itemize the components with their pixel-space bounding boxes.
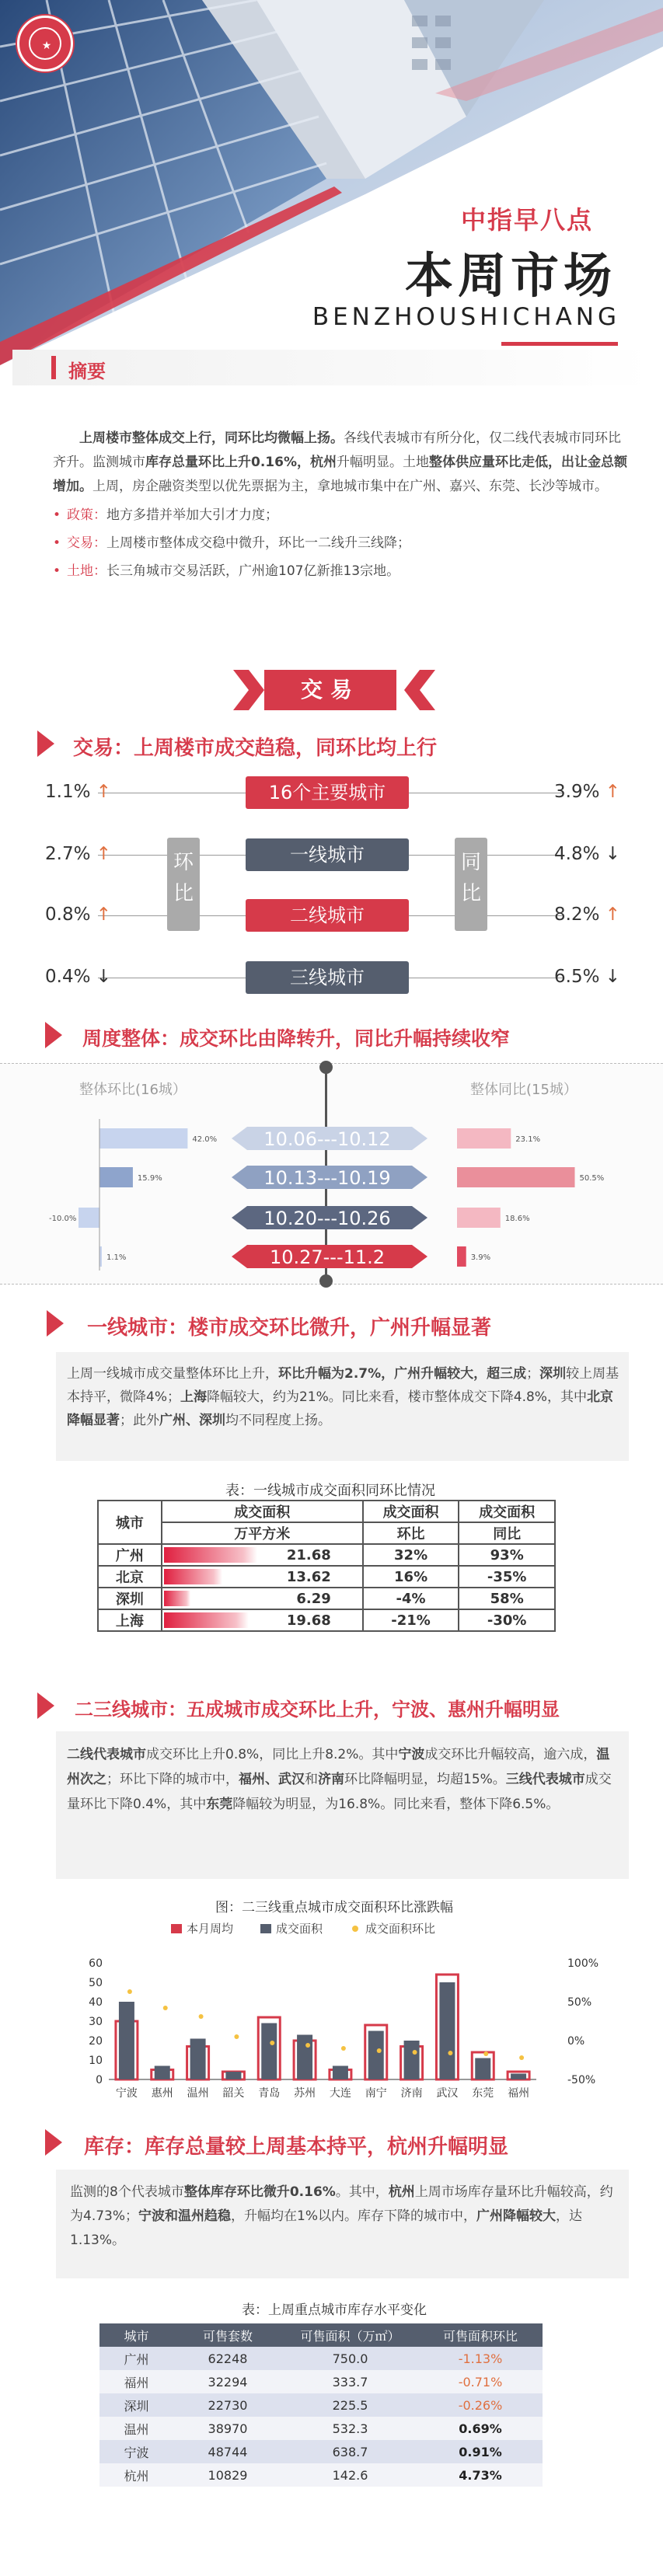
x-tick: 东莞 (472, 2087, 494, 2100)
legend-swatch (260, 1924, 271, 1933)
y-tick: 20 (89, 2035, 103, 2048)
cell-mom: -4% (363, 1588, 459, 1609)
cell-yoy: -30% (459, 1609, 555, 1631)
row-label-tier3: 三线城市 (246, 961, 409, 994)
cell-units: 10829 (208, 2467, 248, 2483)
mom-bar (79, 1208, 99, 1228)
main16-mom: 1.1% ↑ (45, 782, 112, 802)
dot-mom (448, 2051, 452, 2055)
table-row (99, 2463, 543, 2487)
dot-mom (377, 2048, 382, 2053)
legend-label: 成交面积环比 (365, 1922, 436, 1936)
bar-area (368, 2031, 384, 2080)
bar-area (225, 2072, 241, 2079)
dot-mom (519, 2055, 524, 2060)
mom-label: 42.0% (192, 1135, 218, 1144)
yoy-bar (457, 1246, 466, 1267)
cell-area: 225.5 (332, 2397, 368, 2413)
cell-area: 750.0 (332, 2351, 368, 2366)
tier1-heading: 一线城市：楼市成交环比微升，广州升幅显著 (87, 1316, 492, 1340)
table-row (98, 1609, 555, 1631)
summary-bullet-policy: • 政策：地方多措并举加大引才力度； (53, 507, 279, 523)
tier23-paragraph: 二线代表城市成交环比上升0.8%，同比上升8.2%。其中宁波成交环比升幅较高，逾六成，温州次之；环比下降的城市中，福州、武汉和济南环比降幅明显，均超15%。三线代表城市成交量环比下降0.4%，其中东莞降幅较为明显，为16.8%。同比来看，整体下降6.5%。 (67, 1747, 612, 1812)
inventory-table (99, 2323, 543, 2487)
section-arrow-icon (45, 1022, 62, 1048)
area-value: 21.68 (286, 1546, 331, 1563)
section-arrow-icon (37, 730, 54, 757)
table-row (99, 2440, 543, 2463)
bar-area (333, 2066, 348, 2080)
legend-swatch (352, 1926, 358, 1932)
table-row (98, 1544, 555, 1566)
inventory-table-caption: 表：上周重点城市库存水平变化 (242, 2302, 427, 2318)
inv-th-mom: 可售面积环比 (442, 2328, 518, 2344)
x-tick: 大连 (329, 2087, 351, 2100)
mom-bar (99, 1128, 187, 1149)
y-tick: 40 (89, 1996, 103, 2009)
mom-bar (99, 1167, 133, 1187)
th-area-unit: 万平方米 (162, 1522, 363, 1544)
y2-tick: 100% (567, 1957, 598, 1970)
inv-th-city: 城市 (124, 2328, 149, 2344)
th-city: 城市 (98, 1501, 162, 1544)
y2-tick: 50% (567, 1996, 592, 2009)
week-label: 10.27---11.2 (269, 1246, 386, 1268)
y-tick: 60 (89, 1957, 103, 1970)
bar-area (119, 2002, 134, 2079)
cell-city: 福州 (124, 2375, 149, 2390)
table-row (98, 1566, 555, 1588)
th-mom-head: 成交面积 (363, 1501, 459, 1522)
cell-units: 32294 (208, 2374, 248, 2390)
y2-tick: 0% (567, 2035, 585, 2048)
cell-area (162, 1544, 363, 1566)
cell-mom: 4.73% (459, 2467, 502, 2483)
tier23-chart-caption: 图：二三线重点城市成交面积环比涨跌幅 (215, 1900, 453, 1915)
weekly-chart (0, 1103, 663, 1278)
cell-city: 深圳 (98, 1588, 162, 1609)
tier23-heading: 二三线城市：五成城市成交环比上升，宁波、惠州升幅明显 (75, 1699, 560, 1720)
trade-tab: 交易 (264, 670, 396, 710)
dot-mom (413, 2050, 417, 2055)
cell-mom: -21% (363, 1609, 459, 1631)
area-bar (164, 1591, 191, 1606)
tier3-yoy: 6.5% ↓ (554, 967, 621, 987)
yoy-label: 18.6% (504, 1215, 530, 1223)
tier1-paragraph: 上周一线城市成交量整体环比上升，环比升幅为2.7%，广州升幅较大，超三成；深圳较上周基本持平，微降4%；上海降幅较大，约为21%。同比来看，楼市整体成交下降4.8%，其中北京降幅显著；此外广州、深圳均不同程度上扬。 (67, 1366, 619, 1428)
x-tick: 温州 (187, 2087, 209, 2100)
mom-label: 15.9% (137, 1174, 162, 1183)
summary-heading: 摘要 (12, 350, 651, 385)
dot-mom (270, 2041, 274, 2045)
x-tick: 济南 (400, 2087, 423, 2100)
cell-mom: 0.91% (459, 2444, 502, 2459)
tier1-table-caption: 表：一线城市成交面积同环比情况 (225, 1483, 435, 1499)
bar-area (511, 2074, 526, 2080)
table-row (98, 1588, 555, 1609)
cell-area: 532.3 (332, 2421, 368, 2436)
cell-area: 333.7 (332, 2374, 368, 2390)
table-row (99, 2370, 543, 2393)
x-tick: 青岛 (258, 2087, 281, 2100)
main16-yoy: 3.9% ↑ (554, 782, 621, 802)
y-tick: 0 (96, 2074, 103, 2086)
area-bar (164, 1612, 249, 1628)
cell-city: 广州 (98, 1544, 162, 1566)
tier1-table (97, 1500, 556, 1632)
x-tick: 惠州 (151, 2087, 173, 2100)
cell-area (162, 1588, 363, 1609)
x-tick: 福州 (508, 2087, 530, 2100)
cell-city: 北京 (98, 1566, 162, 1588)
trade-heading: 交易：上周楼市成交趋稳，同环比均上行 (73, 737, 438, 760)
cell-yoy: -35% (459, 1566, 555, 1588)
y-tick: 30 (89, 2016, 103, 2028)
tier2-yoy: 8.2% ↑ (554, 905, 621, 925)
dot-mom (305, 2043, 310, 2048)
th-yoy-head: 成交面积 (459, 1501, 555, 1522)
th-area: 成交面积 (162, 1501, 363, 1522)
bar-area (475, 2058, 490, 2080)
summary-bullet-trade: • 交易：上周楼市整体成交稳中微升，环比一二线升三线降； (53, 535, 411, 551)
yoy-label: 50.5% (579, 1174, 605, 1183)
cell-units: 22730 (208, 2397, 248, 2413)
legend-label: 本月周均 (187, 1922, 234, 1936)
cell-units: 62248 (208, 2351, 248, 2366)
inventory-heading: 库存：库存总量较上周基本持平，杭州升幅明显 (84, 2135, 509, 2159)
cell-yoy: 58% (459, 1588, 555, 1609)
cell-area (162, 1609, 363, 1631)
x-tick: 韶关 (222, 2087, 245, 2100)
section-arrow-icon (47, 1310, 64, 1337)
x-tick: 武汉 (436, 2087, 459, 2100)
section-arrow-icon (37, 1692, 54, 1719)
cell-units: 48744 (208, 2444, 248, 2459)
row-label-main16: 16个主要城市 (246, 776, 409, 809)
mom-label: -10.0% (49, 1215, 77, 1223)
area-bar (164, 1569, 222, 1584)
x-tick: 南宁 (365, 2087, 387, 2100)
section-arrow-icon (45, 2129, 62, 2156)
th-yoy: 同比 (459, 1522, 555, 1544)
cell-yoy: 93% (459, 1544, 555, 1566)
yoy-side-label: 同比 (455, 838, 487, 931)
legend-label: 成交面积 (276, 1922, 323, 1936)
cell-city: 宁波 (124, 2445, 149, 2460)
header-subtitle: 中指早八点 (460, 205, 593, 235)
hero-banner (0, 0, 663, 365)
legend-swatch (171, 1924, 182, 1933)
cell-mom: -1.13% (458, 2351, 503, 2366)
yoy-bar (457, 1167, 575, 1187)
inv-th-area: 可售面积（万㎡） (300, 2328, 400, 2344)
dot-mom (163, 2006, 168, 2010)
inventory-paragraph: 监测的8个代表城市整体库存环比微升0.16%。其中，杭州上周市场库存量环比升幅较高，约为4.73%；宁波和温州趋稳，升幅均在1%以内。库存下降的城市中，广州降幅较大，达1.13%。 (70, 2184, 613, 2248)
week-label: 10.20---10.26 (263, 1208, 391, 1229)
weekly-left-title: 整体环比(16城） (79, 1082, 187, 1098)
inv-th-units: 可售套数 (202, 2328, 253, 2344)
tier2-mom: 0.8% ↑ (45, 905, 112, 925)
tier3-mom: 0.4% ↓ (45, 967, 112, 987)
cell-mom: 16% (363, 1566, 459, 1588)
th-mom: 环比 (363, 1522, 459, 1544)
row-label-tier1: 一线城市 (246, 838, 409, 871)
dot-mom (127, 1989, 132, 1994)
tier1-yoy: 4.8% ↓ (554, 844, 621, 864)
table-row (99, 2417, 543, 2440)
yoy-label: 3.9% (470, 1253, 491, 1262)
cell-mom: 0.69% (459, 2421, 502, 2436)
cell-city: 上海 (98, 1609, 162, 1631)
cell-area: 638.7 (332, 2444, 368, 2459)
bar-area (404, 2041, 420, 2079)
y-tick: 50 (89, 1977, 103, 1989)
dot-mom (341, 2046, 346, 2051)
brand-logo: ★ (17, 16, 73, 71)
x-tick: 宁波 (115, 2087, 138, 2100)
cell-city: 杭州 (124, 2468, 149, 2484)
mom-label: 1.1% (106, 1253, 127, 1262)
dot-mom (234, 2034, 239, 2039)
cell-area (162, 1566, 363, 1588)
cell-city: 温州 (124, 2421, 149, 2437)
week-label: 10.06---10.12 (263, 1128, 391, 1150)
weekly-right-title: 整体同比(15城） (470, 1082, 578, 1098)
cell-city: 广州 (124, 2351, 149, 2367)
bar-area (439, 1982, 455, 2079)
yoy-label: 23.1% (515, 1135, 541, 1144)
mom-side-label: 环比 (167, 838, 200, 931)
cell-units: 38970 (208, 2421, 248, 2436)
tier23-bar-chart (70, 1916, 598, 2111)
row-label-tier2: 二线城市 (246, 899, 409, 932)
y-tick: 10 (89, 2055, 103, 2067)
bar-area (155, 2066, 170, 2080)
table-row (99, 2347, 543, 2370)
cell-mom: -0.71% (458, 2374, 503, 2390)
summary-paragraph: 上周楼市整体成交上行，同环比均微幅上扬。各线代表城市有所分化，仅二线代表城市同环比齐升。监测城市库存总量环比上升0.16%，杭州升幅明显。土地整体供应量环比走低，出让金总额增加。上周，房企融资类型以优先票据为主，拿地城市集中在广州、嘉兴、东莞、长沙等城市。 (53, 430, 627, 494)
header-pinyin: BENZHOUSHICHANG (312, 303, 620, 331)
dot-mom (199, 2014, 204, 2019)
bar-area (261, 2024, 277, 2080)
bar-area (297, 2035, 312, 2080)
tier1-mom: 2.7% ↑ (45, 844, 112, 864)
cell-area: 142.6 (332, 2467, 368, 2483)
yoy-bar (457, 1208, 501, 1228)
y2-tick: -50% (567, 2074, 596, 2086)
summary-bullet-land: • 土地：长三角城市交易活跃，广州逾107亿新推13宗地。 (53, 563, 400, 579)
cell-mom: -0.26% (458, 2397, 503, 2413)
table-row (99, 2393, 543, 2417)
week-label: 10.13---10.19 (263, 1167, 391, 1189)
title-underline (501, 342, 618, 346)
area-value: 6.29 (296, 1590, 331, 1607)
cell-city: 深圳 (124, 2398, 149, 2414)
cell-mom: 32% (363, 1544, 459, 1566)
header-title: 本周市场 (404, 247, 616, 304)
bar-area (190, 2039, 206, 2080)
yoy-bar (457, 1128, 511, 1149)
dot-mom (483, 2051, 488, 2056)
area-bar (164, 1547, 257, 1563)
x-tick: 苏州 (294, 2087, 316, 2100)
area-value: 19.68 (286, 1612, 331, 1629)
area-value: 13.62 (286, 1568, 331, 1585)
weekly-heading: 周度整体：成交环比由降转升，同比升幅持续收窄 (82, 1027, 511, 1050)
